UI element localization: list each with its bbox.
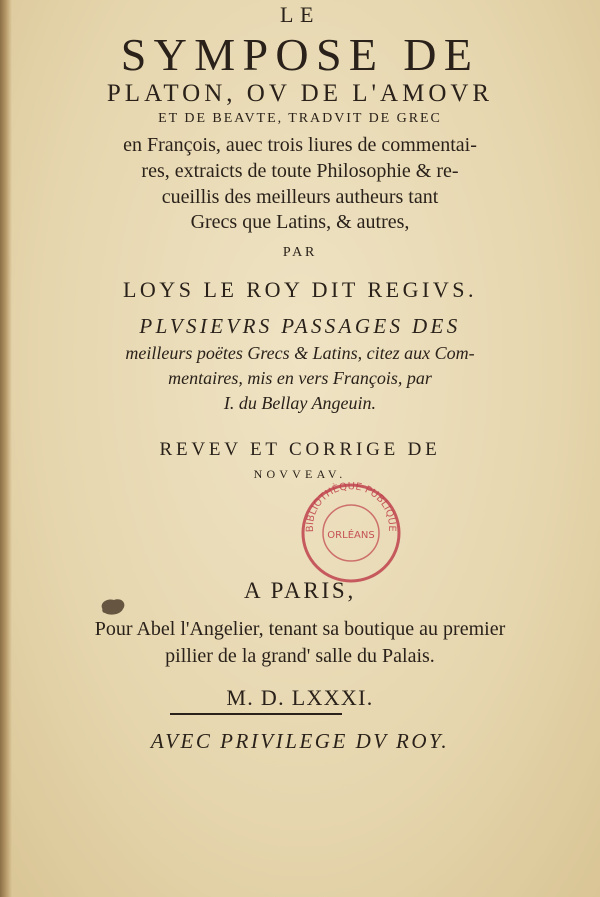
svg-text:BIBLIOTHÈQUE PUBLIQUE — [305, 481, 397, 532]
title-line-sympose: SYMPOSE DE — [120, 29, 480, 80]
text-line-autheurs: cueillis des meilleurs autheurs tant — [161, 186, 439, 208]
text-line-latins: Grecs que Latins, & autres, — [190, 211, 410, 233]
by-label: PAR — [282, 245, 318, 260]
title-line-beaute: ET DE BEAVTE, TRADVIT DE GREC — [158, 111, 442, 126]
title-line-platon: PLATON, OV DE L'AMOVR — [106, 80, 494, 107]
revised-line: REVEV ET CORRIGE DE — [159, 439, 441, 460]
palais-line: pillier de la grand' salle du Palais. — [165, 645, 435, 667]
title-line-le: LE — [279, 2, 321, 27]
privilege-line: AVEC PRIVILEGE DV ROY. — [150, 729, 450, 753]
stamp-center-text: ORLÉANS — [327, 530, 375, 541]
vers-line: mentaires, mis en vers François, par — [168, 368, 432, 388]
author-line: LOYS LE ROY DIT REGIVS. — [122, 277, 478, 302]
passages-line: PLVSIEVRS PASSAGES DES — [139, 314, 461, 338]
text-line-philosophie: res, extraicts de toute Philosophie & re- — [141, 160, 459, 182]
bellay-line: I. du Bellay Angeuin. — [223, 393, 377, 413]
stamp-outer-text: BIBLIOTHÈQUE PUBLIQUE — [304, 481, 398, 533]
library-stamp — [296, 478, 406, 588]
paris-line: A PARIS, — [243, 578, 356, 603]
text-line-commentaires: en François, auec trois liures de commentai- — [123, 134, 477, 156]
nouveau-line: NOVVEAV. — [253, 467, 347, 481]
publisher-line: Pour Abel l'Angelier, tenant sa boutique au premier — [94, 618, 506, 640]
poetes-line: meilleurs poëtes Grecs & Latins, citez aux Com- — [125, 343, 475, 363]
date-underline — [170, 713, 342, 715]
ink-blot — [96, 594, 130, 618]
date-line: M. D. LXXXI. — [226, 685, 374, 710]
